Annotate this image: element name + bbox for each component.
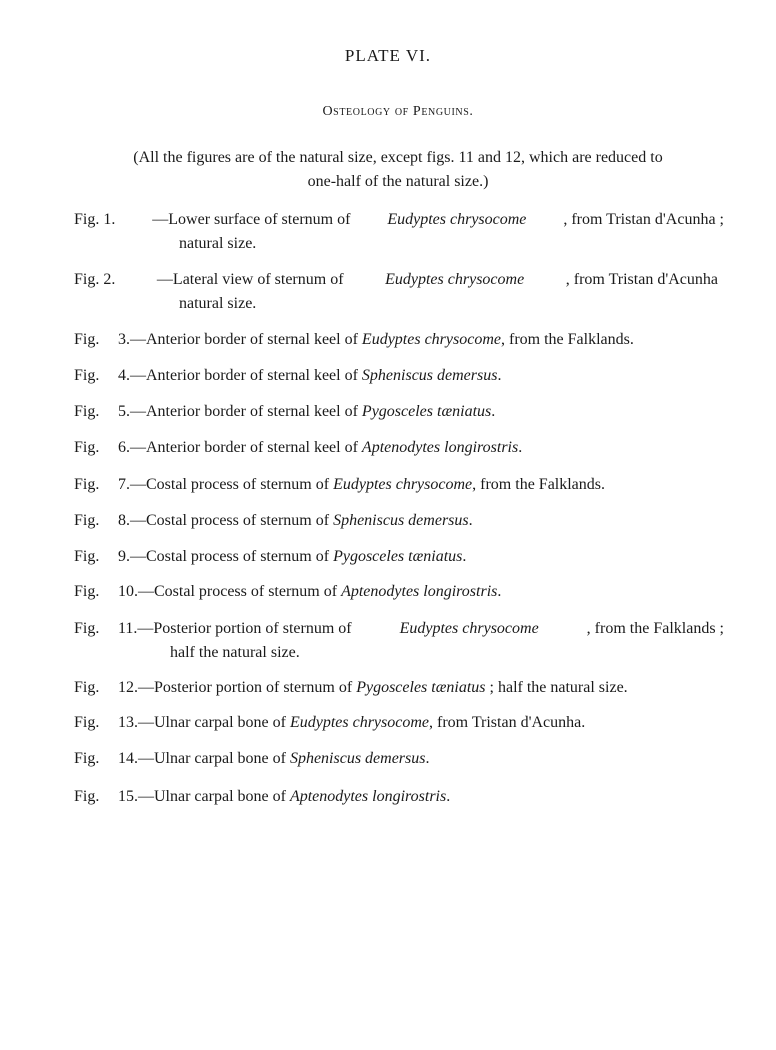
figure-caption-10	[74, 580, 734, 604]
fig-pre: —Anterior border of sternal keel of	[130, 331, 362, 348]
fig-pre: —Posterior portion of sternum of	[137, 620, 352, 637]
fig-number: 6.	[118, 439, 130, 456]
fig-pre: —Ulnar carpal bone of	[138, 788, 290, 805]
fig-label: Fig.	[74, 679, 100, 696]
fig-label: Fig.	[74, 512, 100, 529]
fig-label: Fig.	[74, 331, 100, 348]
fig-pre: —Costal process of sternum of	[130, 476, 334, 493]
fig-pre: —Ulnar carpal bone of	[138, 714, 290, 731]
fig-number: 11.	[118, 620, 138, 637]
fig-number: 3.	[118, 331, 130, 348]
fig-post: .	[491, 403, 496, 420]
plate-subtitle: Osteology of Penguins.	[322, 104, 474, 119]
fig-number: 4.	[118, 367, 130, 384]
fig-label: Fig.	[74, 439, 100, 456]
fig-continuation: natural size.	[179, 235, 257, 252]
fig-species: Aptenodytes longirostris	[361, 439, 519, 456]
fig-pre: —Anterior border of sternal keel of	[130, 367, 362, 384]
fig-post: , from Tristan d'Acunha ;	[563, 211, 724, 228]
fig-species: Pygosceles tæniatus	[333, 548, 463, 565]
fig-species: Pygosceles tæniatus	[356, 679, 486, 696]
fig-post: .	[446, 788, 451, 805]
fig-label: Fig.	[74, 548, 100, 565]
fig-species: Spheniscus demersus	[289, 750, 426, 767]
fig-species: Aptenodytes longirostris	[341, 583, 498, 600]
fig-label: Fig.	[74, 750, 100, 767]
figure-caption-7	[74, 473, 734, 497]
fig-species: Eudyptes chrysocome	[385, 271, 525, 288]
fig-number: 8.	[118, 512, 130, 529]
figure-caption-1	[74, 208, 734, 256]
fig-species: Eudyptes chrysocome	[387, 211, 527, 228]
figure-caption-15	[74, 785, 734, 809]
fig-species: Eudyptes chrysocome	[333, 476, 473, 493]
figure-caption-5	[74, 400, 734, 424]
fig-species: Pygosceles tæniatus	[361, 403, 492, 420]
fig-label: Fig.	[74, 476, 100, 493]
fig-post: , from the Falklands.	[472, 476, 606, 493]
fig-species: Eudyptes chrysocome	[361, 331, 501, 348]
figure-caption-3	[74, 328, 734, 352]
fig-pre: —Anterior border of sternal keel of	[130, 439, 362, 456]
fig-post: , from Tristan d'Acunha	[565, 271, 718, 288]
fig-number: 5.	[118, 403, 130, 420]
fig-pre: —Lower surface of sternum of	[152, 211, 351, 228]
scale-note-line-2: one-half of the natural size.)	[307, 173, 489, 190]
fig-number: 14.	[118, 750, 138, 767]
fig-number: 7.	[118, 476, 130, 493]
fig-post: , from Tristan d'Acunha.	[429, 714, 586, 731]
fig-label: Fig. 1.	[74, 211, 116, 228]
fig-species: Eudyptes chrysocome	[289, 714, 429, 731]
fig-number: 10.	[118, 583, 138, 600]
fig-label: Fig.	[74, 583, 100, 600]
fig-number: 12.	[118, 679, 138, 696]
fig-label: Fig.	[74, 788, 100, 805]
figure-caption-8	[74, 509, 734, 533]
figure-caption-4	[74, 364, 734, 388]
fig-label: Fig.	[74, 403, 100, 420]
fig-pre: —Costal process of sternum of	[130, 512, 334, 529]
fig-pre: —Ulnar carpal bone of	[138, 750, 290, 767]
fig-label: Fig.	[74, 620, 100, 637]
fig-post: , from the Falklands ;	[586, 620, 724, 637]
fig-species: Spheniscus demersus	[333, 512, 469, 529]
fig-number: 13.	[118, 714, 138, 731]
figure-caption-14	[74, 747, 734, 771]
scale-note	[80, 146, 716, 194]
fig-label: Fig.	[74, 714, 100, 731]
fig-label: Fig.	[74, 367, 100, 384]
fig-pre: —Anterior border of sternal keel of	[130, 403, 362, 420]
figure-caption-6	[74, 436, 734, 460]
figure-caption-2	[74, 268, 734, 316]
fig-species: Aptenodytes longirostris	[289, 788, 447, 805]
fig-species: Spheniscus demersus	[361, 367, 498, 384]
fig-post: .	[518, 439, 523, 456]
figure-caption-12	[74, 676, 734, 700]
fig-post: .	[425, 750, 430, 767]
fig-post: .	[468, 512, 473, 529]
plate-title: PLATE VI.	[344, 46, 432, 65]
fig-pre: —Posterior portion of sternum of	[138, 679, 357, 696]
fig-number: 9.	[118, 548, 130, 565]
fig-post: .	[497, 367, 502, 384]
fig-post: .	[497, 583, 502, 600]
fig-post: .	[462, 548, 467, 565]
fig-pre: —Costal process of sternum of	[138, 583, 342, 600]
scale-note-line-1: (All the figures are of the natural size, except figs. 11 and 12, which are reduced to	[133, 149, 663, 166]
fig-post: ; half the natural size.	[485, 679, 628, 696]
fig-post: , from the Falklands.	[500, 331, 634, 348]
fig-species: Eudyptes chrysocome	[399, 620, 539, 637]
fig-continuation: natural size.	[179, 295, 257, 312]
fig-label: Fig. 2.	[74, 271, 116, 288]
fig-pre: —Lateral view of sternum of	[156, 271, 344, 288]
figure-caption-9	[74, 545, 734, 569]
fig-number: 15.	[118, 788, 138, 805]
fig-pre: —Costal process of sternum of	[130, 548, 334, 565]
figure-caption-11	[74, 617, 734, 665]
figure-caption-13	[74, 711, 734, 735]
fig-continuation: half the natural size.	[170, 644, 300, 661]
